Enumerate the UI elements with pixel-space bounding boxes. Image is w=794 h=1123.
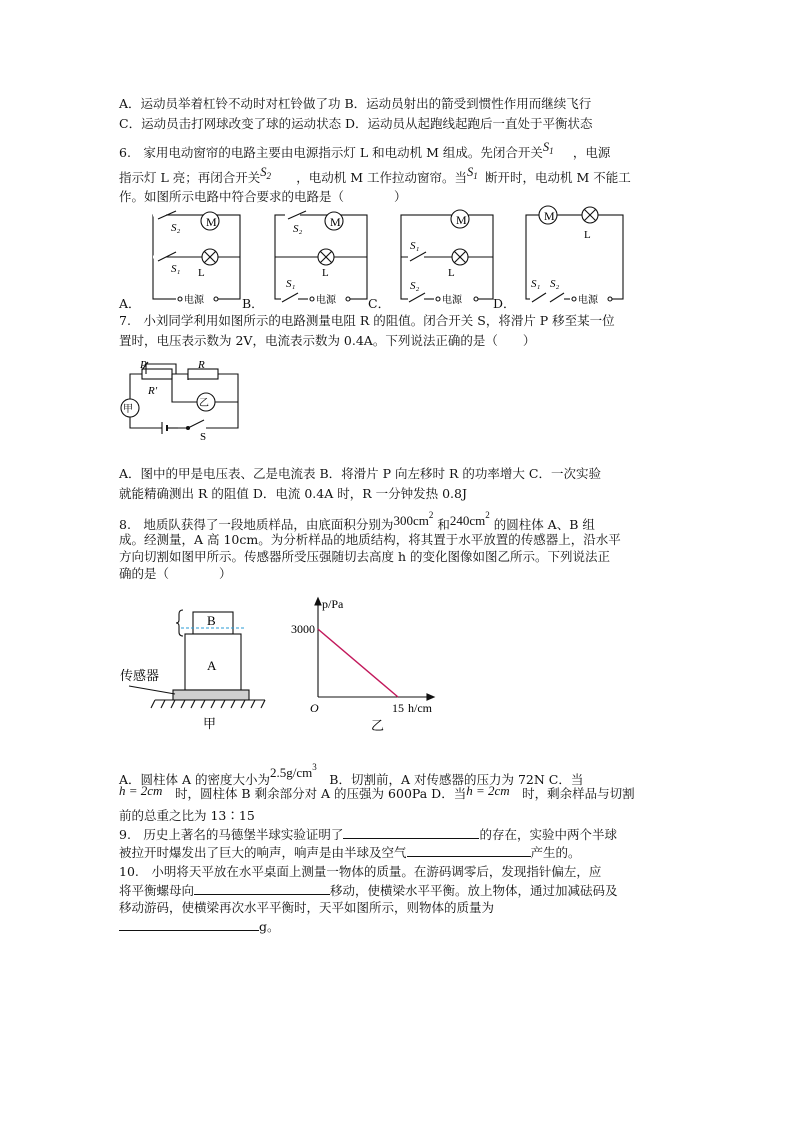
- label-yi: 乙: [371, 718, 385, 733]
- q8-text-and: 和: [437, 517, 450, 532]
- x-axis-arrow: [427, 694, 434, 700]
- q8-text-c: 时，圆柱体 B 剩余部分对 A 的压强为 600Pa D．当: [174, 786, 467, 801]
- q8-density-value: 2.5g/cm: [270, 765, 313, 780]
- label-yi: 乙: [199, 398, 209, 409]
- q9-text-b: 产生的。: [530, 845, 581, 860]
- q9-line-1: [119, 826, 617, 843]
- q9-blank-1[interactable]: [343, 826, 479, 839]
- q10-blank-1[interactable]: [194, 882, 330, 895]
- q5-line-1: A．运动员举着杠铃不动时对杠铃做了功 B．运动员射出的箭受到惯性作用而继续飞行: [119, 96, 592, 111]
- q6-s1-letter: S: [542, 140, 550, 154]
- circuit-c-s1-label: S₁: [410, 240, 420, 252]
- power-terminal-icon: [346, 297, 350, 301]
- sensor-pointer: [129, 686, 175, 694]
- q10-text-b: 移动，使横梁水平平衡。放上物体，通过加减砝码及: [330, 883, 618, 898]
- circuit-c-s2-label: S₂: [410, 280, 420, 292]
- circuit-b-s2-label: S₂: [293, 223, 303, 235]
- q6-s2-subscript: 2: [266, 171, 271, 181]
- circuit-a-power-label: 电源: [184, 295, 204, 306]
- circuit-a-s2-label: S₂: [171, 222, 181, 234]
- power-terminal-icon: [436, 297, 440, 301]
- q10-text: 将平衡螺母向: [119, 883, 195, 898]
- label-s: S: [200, 431, 207, 442]
- x-tick-label: 15: [392, 701, 404, 715]
- q8-area-1-exponent: 2: [428, 510, 434, 520]
- q6-line-3: 作。如图所示电路中符合要求的电路是（ ）: [119, 189, 407, 204]
- q7-line-2: 置时，电压表示数为 2V，电流表示数为 0.4A。下列说法正确的是（ ）: [119, 333, 536, 348]
- q6-option-c: C．: [368, 296, 391, 311]
- q9-text-b: 的存在，实验中两个半球: [479, 827, 617, 842]
- q6-text-b: ，电动机 M 工作拉动窗帘。当: [296, 170, 467, 185]
- sensor-plate: [173, 690, 249, 700]
- q10-line-1: 10. 小明将天平放在水平桌面上测量一物体的质量。在游码调零后，发现指针偏左，应: [119, 864, 602, 879]
- q8-text-d: 时，剩余样品与切割: [522, 786, 635, 801]
- q6-text: 指示灯 L 亮；再闭合开关: [119, 170, 261, 185]
- q6-s1-letter: S: [467, 165, 474, 179]
- q10-line-4: [119, 918, 280, 935]
- q8-area-2: [449, 510, 490, 528]
- power-terminal-icon: [572, 297, 576, 301]
- q6-option-a: A．: [119, 296, 141, 311]
- q8-option-last: 前的总重之比为 13∶15: [119, 808, 255, 823]
- power-terminal-icon: [178, 297, 182, 301]
- label-r: R: [198, 360, 205, 371]
- q9-text: 9. 历史上著名的马德堡半球实验证明了: [119, 827, 344, 842]
- q8-area-1: [393, 510, 434, 528]
- q7-line-1: 7. 小刘同学利用如图所示的电路测量电阻 R 的阻值。闭合开关 S，将滑片 P 移至某一位: [119, 313, 615, 328]
- circuit-a-s1-label: S₁: [171, 263, 181, 275]
- circuit-d: [526, 206, 623, 302]
- q8-line-2: 成。经测量，A 高 10cm。为分析样品的地质结构，将其置于水平放置的传感器上，沿水平: [119, 532, 621, 547]
- circuit-b-s1-label: S₁: [286, 278, 296, 290]
- q6-option-b: B．: [242, 296, 264, 311]
- circuit-a: [153, 211, 240, 301]
- q6-s1-symbol-2: [467, 164, 485, 184]
- q7-options-line-1: A．图中的甲是电压表、乙是电流表 B．将滑片 P 向左移时 R 的功率增大 C．一次实验: [119, 466, 601, 481]
- q8-text: 8. 地质队获得了一段地质样品，由底面积分别为: [119, 517, 394, 532]
- circuit-b-motor-label: M: [330, 215, 341, 229]
- q6-text-b: ，电源: [572, 145, 611, 160]
- q8-area-2-value: 240cm: [449, 513, 486, 528]
- q10-blank-2[interactable]: [119, 918, 259, 931]
- power-terminal-icon: [608, 297, 612, 301]
- q10-line-2: [119, 882, 618, 899]
- q8-area-2-exponent: 2: [485, 510, 490, 520]
- q8-line-4: 确的是（ ）: [119, 566, 232, 581]
- q6-line-1: [119, 140, 611, 165]
- q8-text-b: B．切割前，A 对传感器的压力为 72N C．当: [329, 772, 584, 787]
- q9-line-2: [119, 844, 581, 861]
- q6-text-c: 断开时，电动机 M 不能工: [485, 170, 631, 185]
- q7-circuit-figure: [118, 360, 248, 442]
- q9-blank-2[interactable]: [407, 844, 531, 857]
- circuit-c-motor-label: M: [456, 213, 467, 227]
- series-line: [318, 629, 398, 697]
- q7-options-line-2: 就能精确测出 R 的阻值 D．电流 0.4A 时，R 一分钟发热 0.8J: [119, 486, 467, 501]
- q8-density: [270, 762, 317, 780]
- q6-s2-symbol: [260, 164, 296, 184]
- y-axis-arrow: [315, 598, 321, 605]
- q5-line-2: C．运动员击打网球改变了球的运动状态 D．运动员从起跑线起跑后一直处于平衡状态: [119, 116, 593, 131]
- origin-label: O: [310, 701, 319, 715]
- label-jia: 甲: [203, 716, 217, 730]
- q8-text: A．圆柱体 A 的密度大小为: [119, 772, 271, 787]
- q8-h-value-2: h = 2cm: [466, 783, 510, 798]
- y-tick-label: 3000: [291, 622, 315, 637]
- circuit-d-motor-label: M: [544, 209, 555, 223]
- q6-s1-symbol: [543, 139, 573, 159]
- label-r-prime: R′: [148, 385, 158, 397]
- q6-line-2: [119, 165, 631, 190]
- circuit-c-power-label: 电源: [442, 295, 462, 306]
- power-terminal-icon: [214, 297, 218, 301]
- label-jia: 甲: [123, 404, 133, 415]
- q8-chart-yi: [280, 592, 450, 737]
- circuit-a-motor-label: M: [206, 215, 217, 229]
- q10-line-3: 移动游码，使横梁再次水平平衡时，天平如图所示，则物体的质量为: [119, 900, 495, 915]
- q8-line-3: 方向切割如图甲所示。传感器所受压强随切去高度 h 的变化图像如图乙所示。下列说法正: [119, 549, 610, 564]
- q8-option-c: [119, 783, 635, 802]
- q6-s1-subscript: 1: [473, 171, 478, 181]
- label-sensor: 传感器: [120, 668, 160, 683]
- circuit-b-power-label: 电源: [316, 295, 336, 306]
- q6-option-d: D．: [493, 296, 516, 311]
- circuit-d-s1-label: S₁: [531, 278, 541, 290]
- circuit-d-s2-label: S₂: [550, 278, 560, 290]
- label-b: B: [207, 613, 216, 628]
- circuit-d-frame: [526, 215, 623, 299]
- cut-brace: [176, 610, 183, 636]
- y-axis-label: p/Pa: [322, 597, 344, 611]
- label-a: A: [207, 658, 217, 673]
- q9-text: 被拉开时爆发出了巨大的响声，响声是由半球及空气: [119, 845, 407, 860]
- q8-h-value: h = 2cm: [119, 783, 163, 798]
- circuit-b-l-label: L: [322, 267, 329, 279]
- q8-option-a: [119, 762, 584, 788]
- q8-density-exponent: 3: [312, 762, 317, 772]
- q10-text-unit: g。: [259, 919, 280, 934]
- q8-figure-jia: [115, 600, 280, 730]
- circuit-a-l-label: L: [198, 267, 205, 279]
- circuit-d-power-label: 电源: [578, 295, 598, 306]
- q6-s1-subscript: 1: [549, 146, 554, 156]
- q8-line-1: [119, 511, 595, 533]
- circuit-d-l-label: L: [584, 229, 591, 241]
- power-terminal-icon: [310, 297, 314, 301]
- circuit-c-l-label: L: [448, 267, 455, 279]
- label-p: P: [140, 360, 147, 371]
- q8-area-1-value: 300cm: [393, 513, 429, 528]
- q8-text-c: 的圆柱体 A、B 组: [493, 517, 595, 532]
- power-terminal-icon: [474, 297, 478, 301]
- q6-s2-letter: S: [260, 165, 267, 179]
- x-axis-label: h/cm: [408, 701, 432, 715]
- q6-text: 6. 家用电动窗帘的电路主要由电源指示灯 L 和电动机 M 组成。先闭合开关: [119, 145, 543, 160]
